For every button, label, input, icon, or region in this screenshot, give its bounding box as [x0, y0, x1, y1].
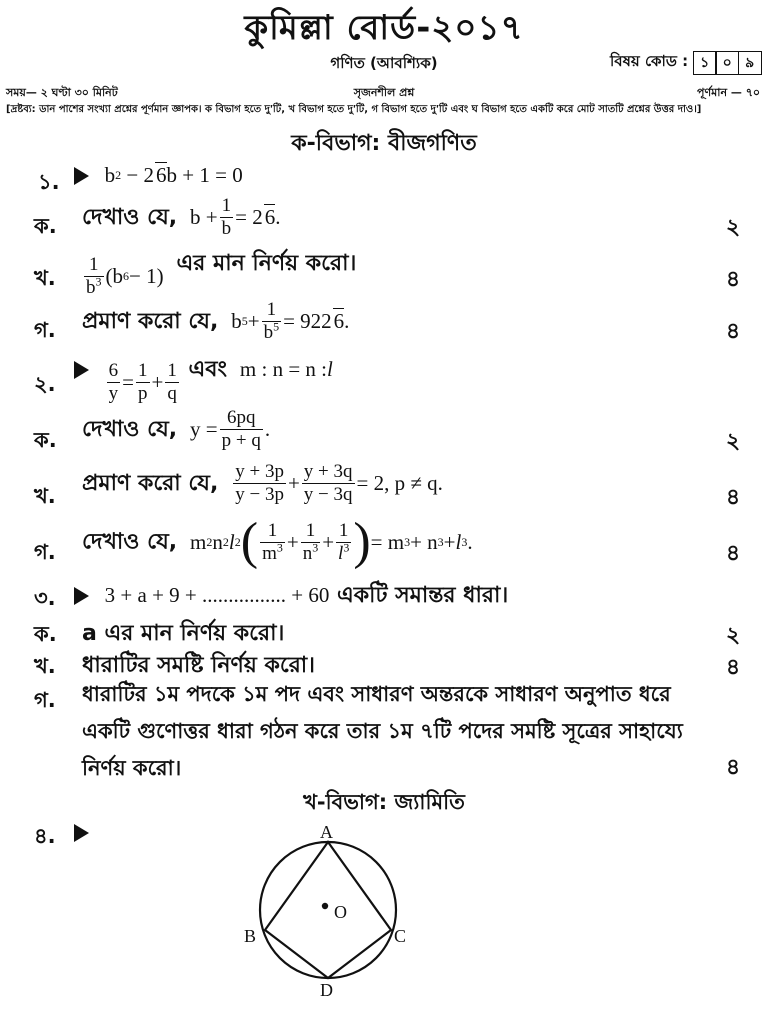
equation: m : n = n : l — [234, 357, 333, 381]
full-marks: পূর্ণমান — ৭০ — [697, 86, 760, 99]
statement-line: নির্ণয় করো। — [82, 756, 182, 780]
part-lead: প্রমাণ করো যে, — [82, 470, 219, 496]
equation: $\frac{1}{b^3}$ (b 6 − 1) — [86, 254, 169, 298]
vertex-label-c: C — [394, 926, 407, 946]
equation: $\frac{6}{y}$ = $\frac{1}{p}$ + $\frac{1}{q}$ — [108, 360, 177, 404]
marks: ৪ — [725, 319, 741, 344]
part-label: খ. — [34, 654, 56, 678]
equation: y = $\frac{6pq}{p + q}$ . — [184, 407, 271, 451]
question-number: ১. — [38, 170, 60, 194]
geometry-figure — [230, 818, 430, 998]
marks: ২ — [725, 215, 741, 240]
marks: ২ — [725, 429, 741, 454]
part-statement — [82, 676, 758, 787]
question-type: সৃজনশীল প্রশ্ন — [353, 86, 415, 99]
arrow-icon — [74, 361, 89, 379]
center-label-o: O — [334, 902, 347, 922]
marks: ৪ — [725, 541, 741, 566]
part-label: ক. — [34, 428, 57, 452]
part-label: গ. — [34, 540, 56, 564]
equation: b 5 + $\frac{1}{b^5}$ = 922 6 . — [225, 299, 350, 343]
subject-code-digit: ৯ — [738, 51, 762, 75]
board-title: কুমিল্লা বোর্ড-২০১৭ — [244, 8, 524, 48]
part-statement — [82, 513, 473, 570]
question-number: ৩. — [34, 586, 56, 610]
question-number: ২. — [34, 372, 56, 396]
marks: ৪ — [725, 655, 741, 680]
part-label: খ. — [34, 484, 56, 508]
part-lead: দেখাও যে, — [82, 204, 178, 230]
question-number: ৪. — [34, 824, 56, 848]
part-statement — [82, 408, 270, 451]
marks: ৪ — [725, 755, 741, 780]
section-a-title: ক-বিভাগ: বীজগণিত — [291, 131, 477, 156]
center-point — [322, 903, 328, 909]
part-statement — [82, 196, 280, 239]
arrow-icon — [74, 167, 89, 185]
stem-join: এবং — [188, 357, 227, 382]
part-statement: a এর মান নির্ণয় করো। — [82, 621, 285, 646]
equation: b 2 − 2 6 b + 1 = 0 — [104, 162, 243, 187]
part-lead: দেখাও যে, — [82, 416, 178, 442]
exam-time: সময়— ২ ঘণ্টা ৩০ মিনিট — [6, 86, 118, 99]
statement-line: ধারাটির ১ম পদকে ১ম পদ এবং সাধারণ অন্তরকে সাধারণ অনুপাত ধরে — [82, 682, 671, 706]
subject-code-label: বিষয় কোড : — [610, 52, 689, 70]
stem-tail: একটি সমান্তর ধারা। — [337, 583, 509, 608]
part-statement: ধারাটির সমষ্টি নির্ণয় করো। — [82, 653, 316, 678]
subject-code-digit: ১ — [693, 51, 717, 75]
part-label: ক. — [34, 214, 57, 238]
subject-code-digits — [694, 51, 762, 75]
part-statement — [82, 462, 443, 505]
equation: b + $\frac{1}{b}$ = 2 6 . — [184, 195, 281, 239]
question-stem — [74, 352, 333, 404]
vertex-label-a: A — [320, 822, 333, 842]
part-statement — [82, 300, 349, 343]
vertex-label-b: B — [244, 926, 257, 946]
section-b-title: খ-বিভাগ: জ্যামিতি — [303, 790, 465, 814]
question-stem — [74, 162, 243, 188]
part-label: খ. — [34, 266, 56, 290]
quadrilateral-abdc — [265, 842, 391, 978]
equation: m 2 n 2 l 2 ( $\frac{1}{m^3}$ + $\frac{1}{n^3}$ + $\frac{1}{l^3}$ ) = m 3 + n 3 + l 3 . — [184, 513, 473, 570]
subject-name: গণিত (আবশ্যিক) — [330, 54, 438, 72]
part-tail: এর মান নির্ণয় করো। — [176, 251, 357, 276]
part-lead: প্রমাণ করো যে, — [82, 308, 219, 334]
equation: $\frac{y + 3p}{y - 3p}$ + $\frac{y + 3q}{y - 3q}$ = 2, p ≠ q. — [235, 461, 443, 505]
part-label: ক. — [34, 622, 57, 646]
equation: 3 + a + 9 + ................ + 60 — [104, 583, 330, 607]
marks: ৪ — [725, 485, 741, 510]
statement-line: একটি গুণোত্তর ধারা গঠন করে তার ১ম ৭টি পদের সমষ্টি সূত্রের সাহায্যে — [82, 719, 683, 743]
question-stem — [74, 578, 508, 615]
subject-code — [610, 50, 762, 75]
instruction-note: [দ্রষ্টব্য: ডান পাশের সংখ্যা প্রশ্নের পূর্ণমান জ্ঞাপক। ক বিভাগ হতে দু'টি, খ বিভাগ হতে দু'টি, গ বিভাগ হতে দু'টি এবং ঘ বিভাগ হতে একটি করে মোট সাতটি প্রশ্নের উত্তর দাও।] — [6, 104, 702, 115]
subject-code-digit: ০ — [715, 51, 739, 75]
arrow-icon — [74, 587, 89, 605]
marks: ২ — [725, 623, 741, 648]
part-statement — [82, 246, 356, 298]
marks: ৪ — [725, 267, 741, 292]
vertex-label-d: D — [320, 980, 333, 998]
part-label: গ. — [34, 318, 56, 342]
question-stem — [74, 822, 97, 842]
part-lead: দেখাও যে, — [82, 529, 178, 555]
part-label: গ. — [34, 688, 56, 712]
arrow-icon — [74, 824, 89, 842]
